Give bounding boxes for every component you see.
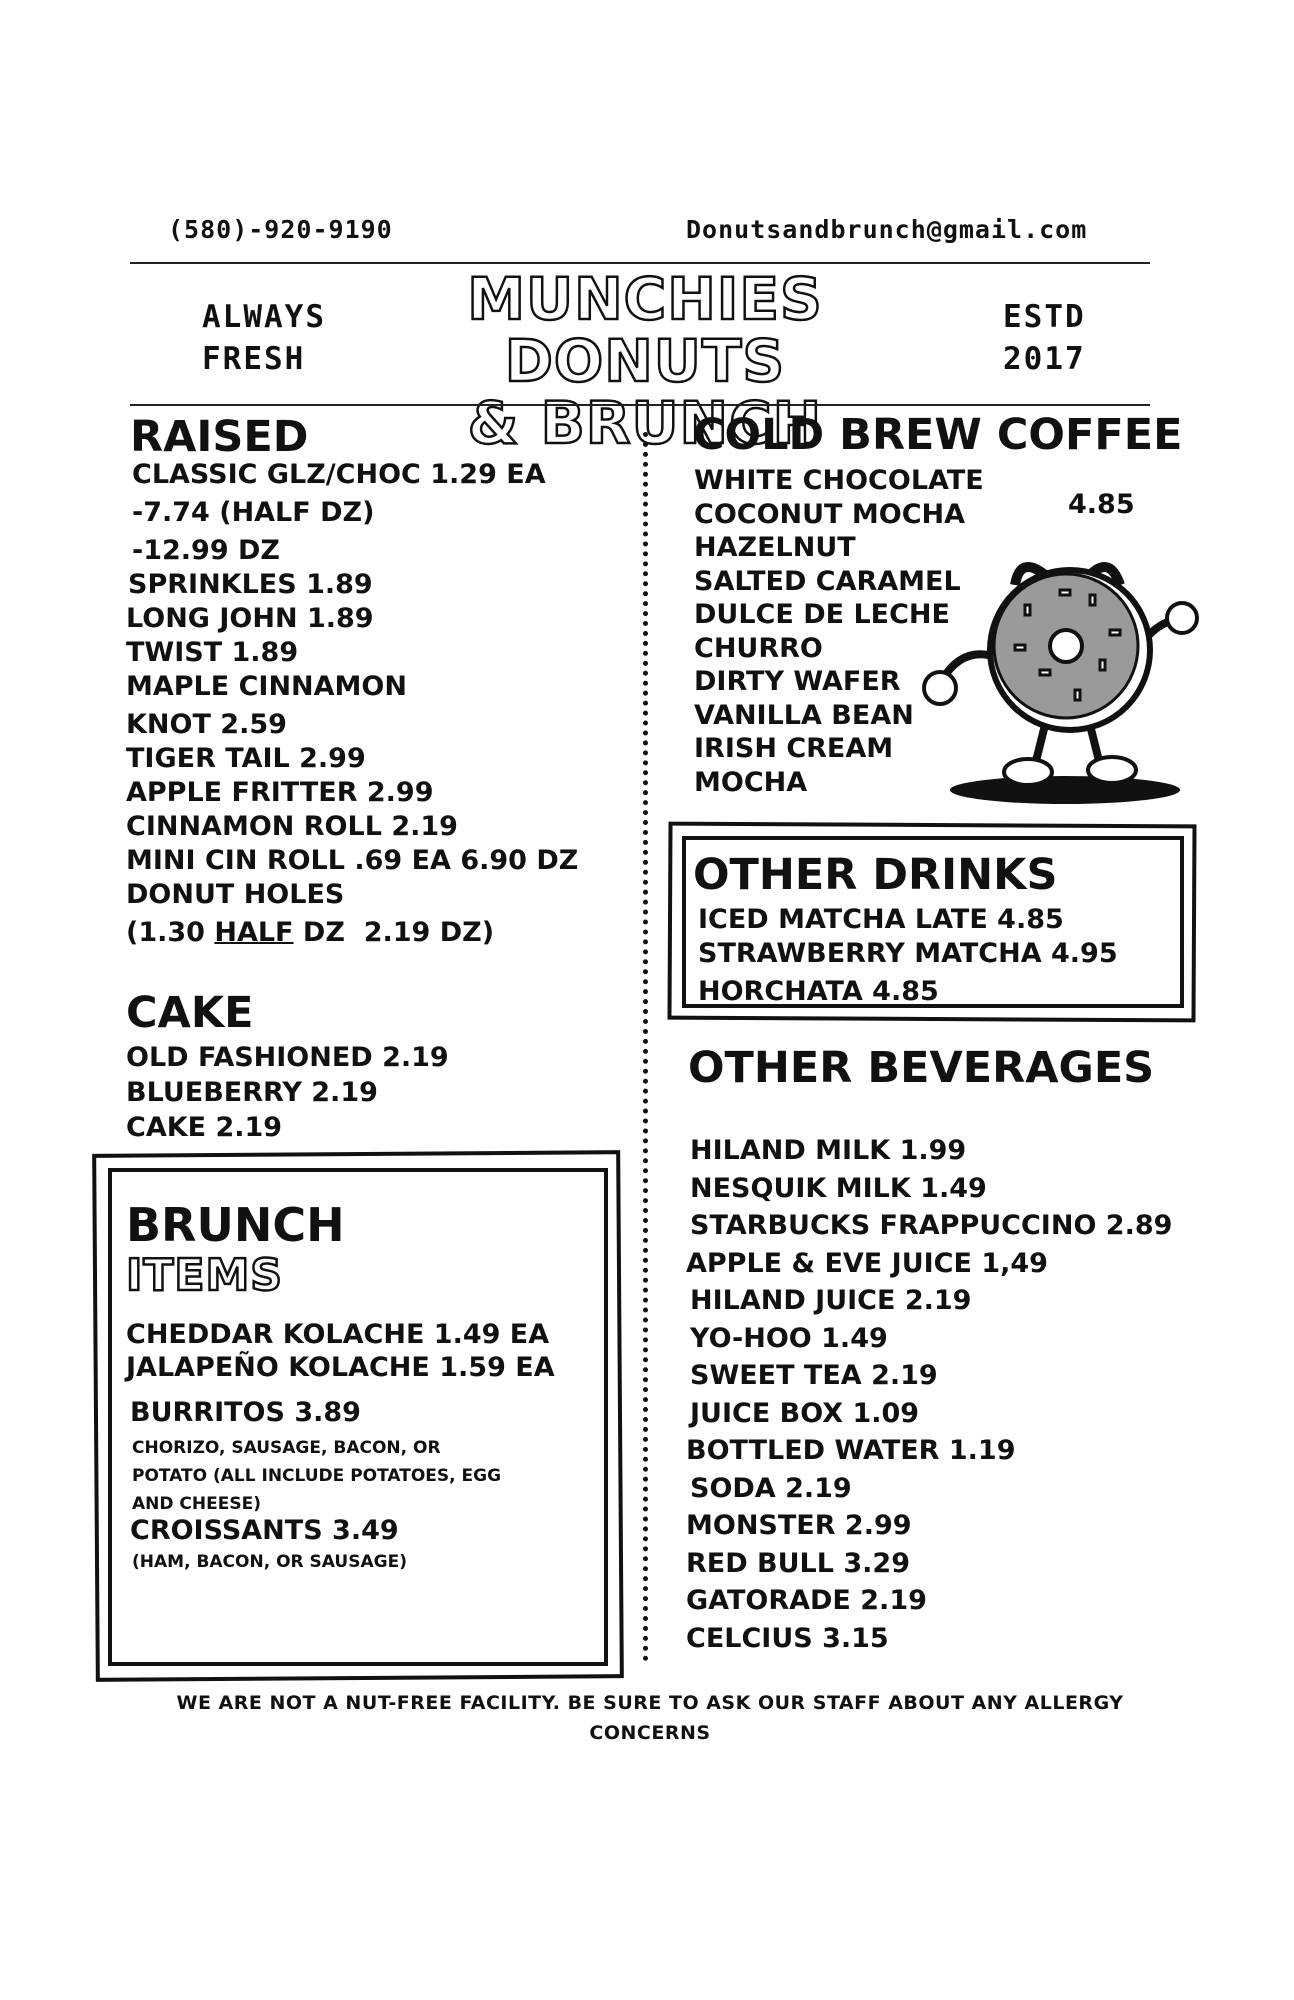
email-address: Donutsandbrunch@gmail.com xyxy=(686,215,1088,244)
raised-section-title: RAISED xyxy=(130,412,309,462)
beverage-item: NESQUIK MILK 1.49 xyxy=(690,1172,987,1204)
croissants-item: CROISSANTS 3.49 xyxy=(130,1515,399,1546)
beverage-item: HILAND JUICE 2.19 xyxy=(690,1285,972,1316)
raised-item: APPLE FRITTER 2.99 xyxy=(126,777,434,808)
raised-item: KNOT 2.59 xyxy=(126,709,287,740)
column-divider xyxy=(643,432,648,1662)
other-drinks-item: ICED MATCHA LATE 4.85 xyxy=(698,904,1064,935)
brunch-item: JALAPEÑO KOLACHE 1.59 EA xyxy=(126,1352,555,1383)
beverage-item: SWEET TEA 2.19 xyxy=(690,1360,938,1391)
cold-brew-flavor: WHITE CHOCOLATE xyxy=(694,465,984,496)
cold-brew-flavor: VANILLA BEAN xyxy=(694,699,914,731)
brunch-subtitle: ITEMS xyxy=(126,1250,283,1301)
raised-list xyxy=(126,458,579,950)
beverage-item: HILAND MILK 1.99 xyxy=(690,1135,967,1166)
donut-mascot-icon xyxy=(920,550,1200,810)
title-line-2: & BRUNCH xyxy=(467,389,823,457)
raised-item: LONG JOHN 1.89 xyxy=(126,603,374,634)
beverage-item: JUICE BOX 1.09 xyxy=(690,1397,920,1429)
cold-brew-section-title: COLD BREW COFFEE xyxy=(693,410,1183,460)
other-beverages-list xyxy=(686,1132,1173,1657)
beverage-item: SODA 2.19 xyxy=(690,1472,852,1504)
other-drinks-list xyxy=(698,903,1118,1009)
raised-item: TIGER TAIL 2.99 xyxy=(126,743,366,774)
raised-item: -7.74 (HALF DZ) xyxy=(132,497,375,528)
raised-item: CINNAMON ROLL 2.19 xyxy=(126,811,458,842)
header-bottom-rule xyxy=(130,404,1150,406)
croissant-note: (HAM, BACON, OR SAUSAGE) xyxy=(132,1552,407,1572)
cake-item: CAKE 2.19 xyxy=(126,1112,283,1143)
burrito-note: CHORIZO, SAUSAGE, BACON, OR xyxy=(132,1438,441,1458)
other-drinks-section-title: OTHER DRINKS xyxy=(693,850,1058,900)
cake-list xyxy=(126,1040,449,1145)
beverage-item: GATORADE 2.19 xyxy=(686,1585,927,1616)
other-beverages-section-title: OTHER BEVERAGES xyxy=(688,1043,1155,1093)
other-drinks-item: STRAWBERRY MATCHA 4.95 xyxy=(698,938,1118,969)
raised-item: TWIST 1.89 xyxy=(126,637,299,668)
cold-brew-flavor: CHURRO xyxy=(694,632,823,664)
other-drinks-item: HORCHATA 4.85 xyxy=(698,976,939,1007)
beverage-item: CELCIUS 3.15 xyxy=(686,1622,889,1654)
title-line-1: MUNCHIES DONUTS xyxy=(467,265,823,395)
raised-item: MINI CIN ROLL .69 EA 6.90 DZ xyxy=(126,845,579,876)
beverage-item: STARBUCKS FRAPPUCCINO 2.89 xyxy=(690,1210,1173,1241)
beverage-item: MONSTER 2.99 xyxy=(686,1510,912,1541)
beverage-item: RED BULL 3.29 xyxy=(686,1547,910,1579)
cold-brew-flavor: COCONUT MOCHA xyxy=(694,498,966,530)
estd-label: ESTD xyxy=(1003,299,1086,335)
allergy-line-1: WE ARE NOT A NUT-FREE FACILITY. BE SURE TO ASK OUR STAFF ABOUT ANY ALLERGY xyxy=(176,1692,1124,1714)
raised-item: SPRINKLES 1.89 xyxy=(128,569,373,600)
phone-number: (580)-920-9190 xyxy=(168,215,393,244)
cold-brew-price: 4.85 xyxy=(1068,489,1135,520)
beverage-item: APPLE & EVE JUICE 1,49 xyxy=(686,1247,1048,1279)
brunch-list xyxy=(126,1318,555,1429)
beverage-item: YO-HOO 1.49 xyxy=(690,1322,888,1354)
burrito-notes xyxy=(132,1434,501,1518)
cold-brew-flavor: DULCE DE LECHE xyxy=(694,599,950,630)
holes-suffix: DZ 2.19 DZ) xyxy=(293,917,495,948)
cold-brew-flavor: IRISH CREAM xyxy=(694,733,894,764)
raised-item: CLASSIC GLZ/CHOC 1.29 EA xyxy=(132,459,546,490)
raised-item: DONUT HOLES xyxy=(126,879,345,910)
cold-brew-flavor: MOCHA xyxy=(694,766,808,798)
cake-section-title: CAKE xyxy=(126,988,254,1038)
tagline-line-1: ALWAYS xyxy=(202,299,326,335)
tagline-line-2: FRESH xyxy=(202,341,306,377)
cake-item: BLUEBERRY 2.19 xyxy=(126,1077,378,1108)
brunch-section-title: BRUNCH xyxy=(126,1198,345,1252)
cold-brew-flavor: SALTED CARAMEL xyxy=(694,565,961,597)
estd-year: 2017 xyxy=(1003,341,1086,377)
always-fresh-tagline xyxy=(202,296,326,380)
allergy-notice xyxy=(100,1688,1200,1748)
cold-brew-flavor: HAZELNUT xyxy=(694,532,856,563)
donut-holes-pricing xyxy=(126,916,578,950)
holes-prefix: (1.30 xyxy=(126,917,215,948)
allergy-line-2: CONCERNS xyxy=(589,1722,711,1744)
established-tag xyxy=(1003,296,1086,380)
raised-item: MAPLE CINNAMON xyxy=(126,671,407,702)
header-top-rule xyxy=(130,262,1150,264)
burrito-note: AND CHEESE) xyxy=(132,1494,261,1514)
beverage-item: BOTTLED WATER 1.19 xyxy=(686,1435,1016,1466)
raised-item: -12.99 DZ xyxy=(132,535,280,566)
brunch-item: BURRITOS 3.89 xyxy=(130,1397,361,1428)
brunch-item: CHEDDAR KOLACHE 1.49 EA xyxy=(126,1319,550,1350)
burrito-note: POTATO (ALL INCLUDE POTATOES, EGG xyxy=(132,1466,502,1486)
holes-half-underlined: HALF xyxy=(214,917,294,948)
cold-brew-flavor: DIRTY WAFER xyxy=(694,666,901,697)
cake-item: OLD FASHIONED 2.19 xyxy=(126,1042,449,1073)
